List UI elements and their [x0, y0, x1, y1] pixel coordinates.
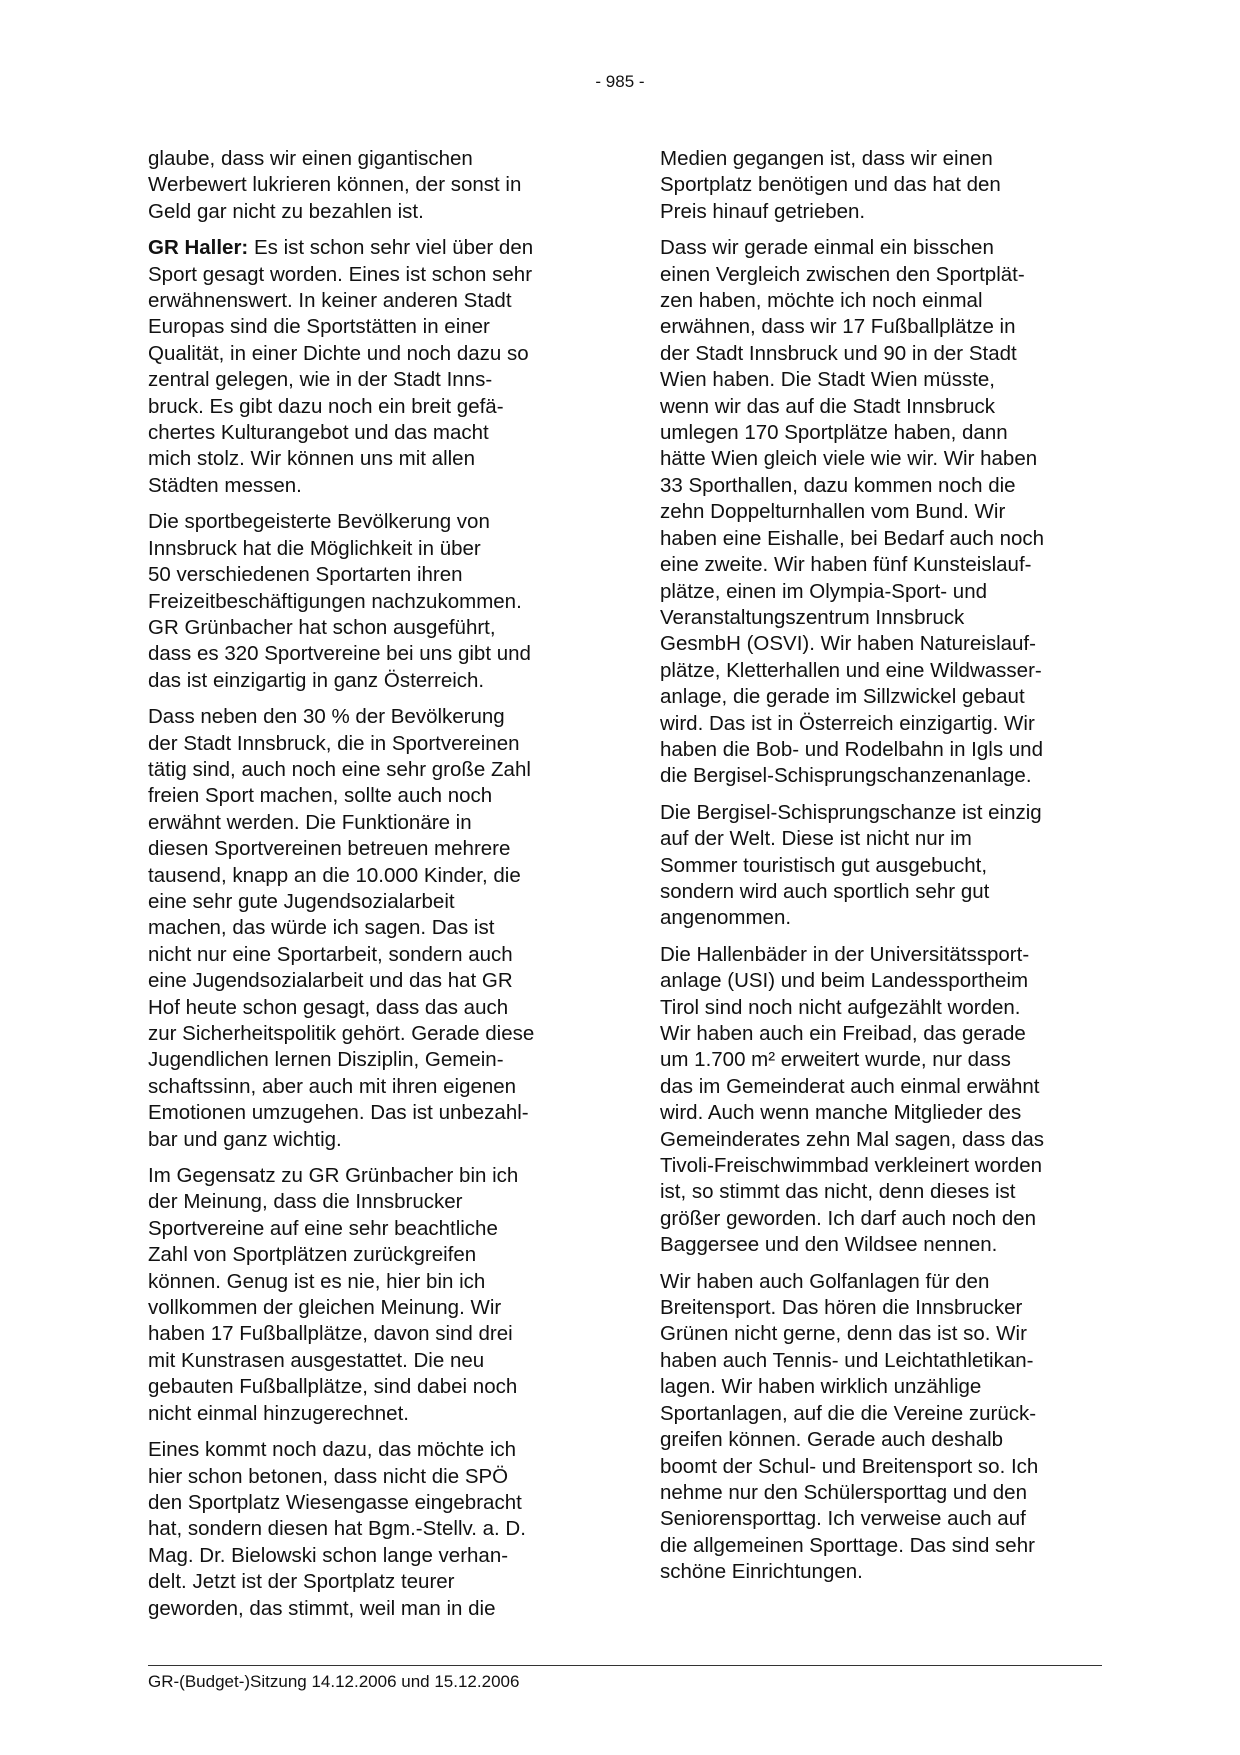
paragraph: Wir haben auch Golfanlagen für den Breitensport. Das hören die Innsbrucker Grünen nicht gerne, denn das ist so. Wir haben auch Tennis- und Leichtathletikan- lagen. Wir haben wirklich unzählige Sportanlagen, auf die die Vereine zurück- greifen können. Gerade auch deshalb boomt der Schul- und Breitensport so. Ich nehme nur den Schülersporttag und den Seniorensporttag. Ich verweise auch auf die allgemeinen Sporttage. Das sind sehr schöne Einrichtungen.	[660, 1269, 1039, 1584]
paragraph: glaube, dass wir einen gigantischen Werbewert lukrieren können, der sonst in Geld gar nicht zu bezahlen ist.	[148, 147, 522, 223]
paragraph-text: Es ist schon sehr viel über den Sport gesagt worden. Eines ist schon sehr erwähnenswert. In keiner anderen Stadt Europas sind die Sportstätten in einer Qualität, in einer Dichte und noch dazu so zentral gelegen, wie in der Stadt Inns- bruck. Es gibt dazu noch ein breit gefä- chertes Kulturangebot und das macht mich stolz. Wir können uns mit allen Städten messen.	[148, 236, 534, 497]
footer-divider	[148, 1665, 1102, 1666]
paragraph: Im Gegensatz zu GR Grünbacher bin ich der Meinung, dass die Innsbrucker Sportvereine auf eine sehr beachtliche Zahl von Sportplätzen zurückgreifen können. Genug ist es nie, hier bin ich vollkommen der gleichen Meinung. Wir haben 17 Fußballplätze, davon sind drei mit Kunstrasen ausgestattet. Die neu gebauten Fußballplätze, sind dabei noch nicht einmal hinzugerechnet.	[148, 1164, 519, 1425]
paragraph: Die sportbegeisterte Bevölkerung von Innsbruck hat die Möglichkeit in über 50 verschiedenen Sportarten ihren Freizeitbeschäftigungen nachzukommen. GR Grünbacher hat schon ausgeführt, dass es 320 Sportvereine bei uns gibt und das ist einzigartig in ganz Österreich.	[148, 510, 531, 692]
right-column	[660, 146, 1100, 1596]
paragraph: Die Hallenbäder in der Universitätssport- anlage (USI) und beim Landessportheim Tirol sind noch nicht aufgezählt worden. Wir haben auch ein Freibad, das gerade um 1.700 m² erweitert wurde, nur dass das im Gemeinderat auch einmal erwähnt wird. Auch wenn manche Mitglieder des Gemeinderates zehn Mal sagen, dass das Tivoli-Freischwimmbad verkleinert worden ist, so stimmt das nicht, denn dieses ist größer geworden. Ich darf auch noch den Baggersee und den Wildsee nennen.	[660, 942, 1045, 1257]
paragraph: Dass neben den 30 % der Bevölkerung der Stadt Innsbruck, die in Sportvereinen tätig sind, auch noch eine sehr große Zahl freien Sport machen, sollte auch noch erwähnt werden. Die Funktionäre in diesen Sportvereinen betreuen mehrere tausend, knapp an die 10.000 Kinder, die eine sehr gute Jugendsozialarbeit machen, das würde ich sagen. Das ist nicht nur eine Sportarbeit, sondern auch eine Jugendsozialarbeit und das hat GR Hof heute schon gesagt, dass das auch zur Sicherheitspolitik gehört. Gerade diese Jugendlichen lernen Disziplin, Gemein- schaftssinn, aber auch mit ihren eigenen Emotionen umzugehen. Das ist unbezahl- bar und ganz wichtig.	[148, 705, 535, 1151]
paragraph: Eines kommt noch dazu, das möchte ich hier schon betonen, dass nicht die SPÖ den Sportplatz Wiesengasse eingebracht hat, sondern diesen hat Bgm.-Stellv. a. D. Mag. Dr. Bielowski schon lange verhan- delt. Jetzt ist der Sportplatz teurer geworden, das stimmt, weil man in die	[148, 1438, 526, 1620]
page-number: - 985 -	[595, 72, 645, 91]
paragraph: Medien gegangen ist, dass wir einen Sportplatz benötigen und das hat den Preis hinauf getrieben.	[660, 147, 1001, 223]
left-column	[148, 146, 588, 1632]
footer-session-label: GR-(Budget-)Sitzung 14.12.2006 und 15.12.2006	[148, 1672, 520, 1691]
paragraph: Die Bergisel-Schisprungschanze ist einzig auf der Welt. Diese ist nicht nur im Sommer touristisch gut ausgebucht, sondern wird auch sportlich sehr gut angenommen.	[660, 800, 1042, 930]
paragraph: Dass wir gerade einmal ein bisschen einen Vergleich zwischen den Sportplät- zen haben, möchte ich noch einmal erwähnen, dass wir 17 Fußballplätze in der Stadt Innsbruck und 90 in der Stadt Wien haben. Die Stadt Wien müsste, wenn wir das auf die Stadt Innsbruck umlegen 170 Sportplätze haben, dann hätte Wien gleich viele wie wir. Wir haben 33 Sporthallen, dazu kommen noch die zehn Doppelturnhallen vom Bund. Wir haben eine Eishalle, bei Bedarf auch noch eine zweite. Wir haben fünf Kunsteislauf- plätze, einen im Olympia-Sport- und Veranstaltungszentrum Innsbruck GesmbH (OSVI). Wir haben Natureislauf- plätze, Kletterhallen und eine Wildwasser- anlage, die gerade im Sillzwickel gebaut wird. Das ist in Österreich einzigartig. Wir haben die Bob- und Rodelbahn in Igls und die Bergisel-Schisprungschanzenanlage.	[660, 236, 1045, 788]
speaker-name: GR Haller:	[148, 236, 249, 260]
paragraph	[148, 235, 588, 499]
